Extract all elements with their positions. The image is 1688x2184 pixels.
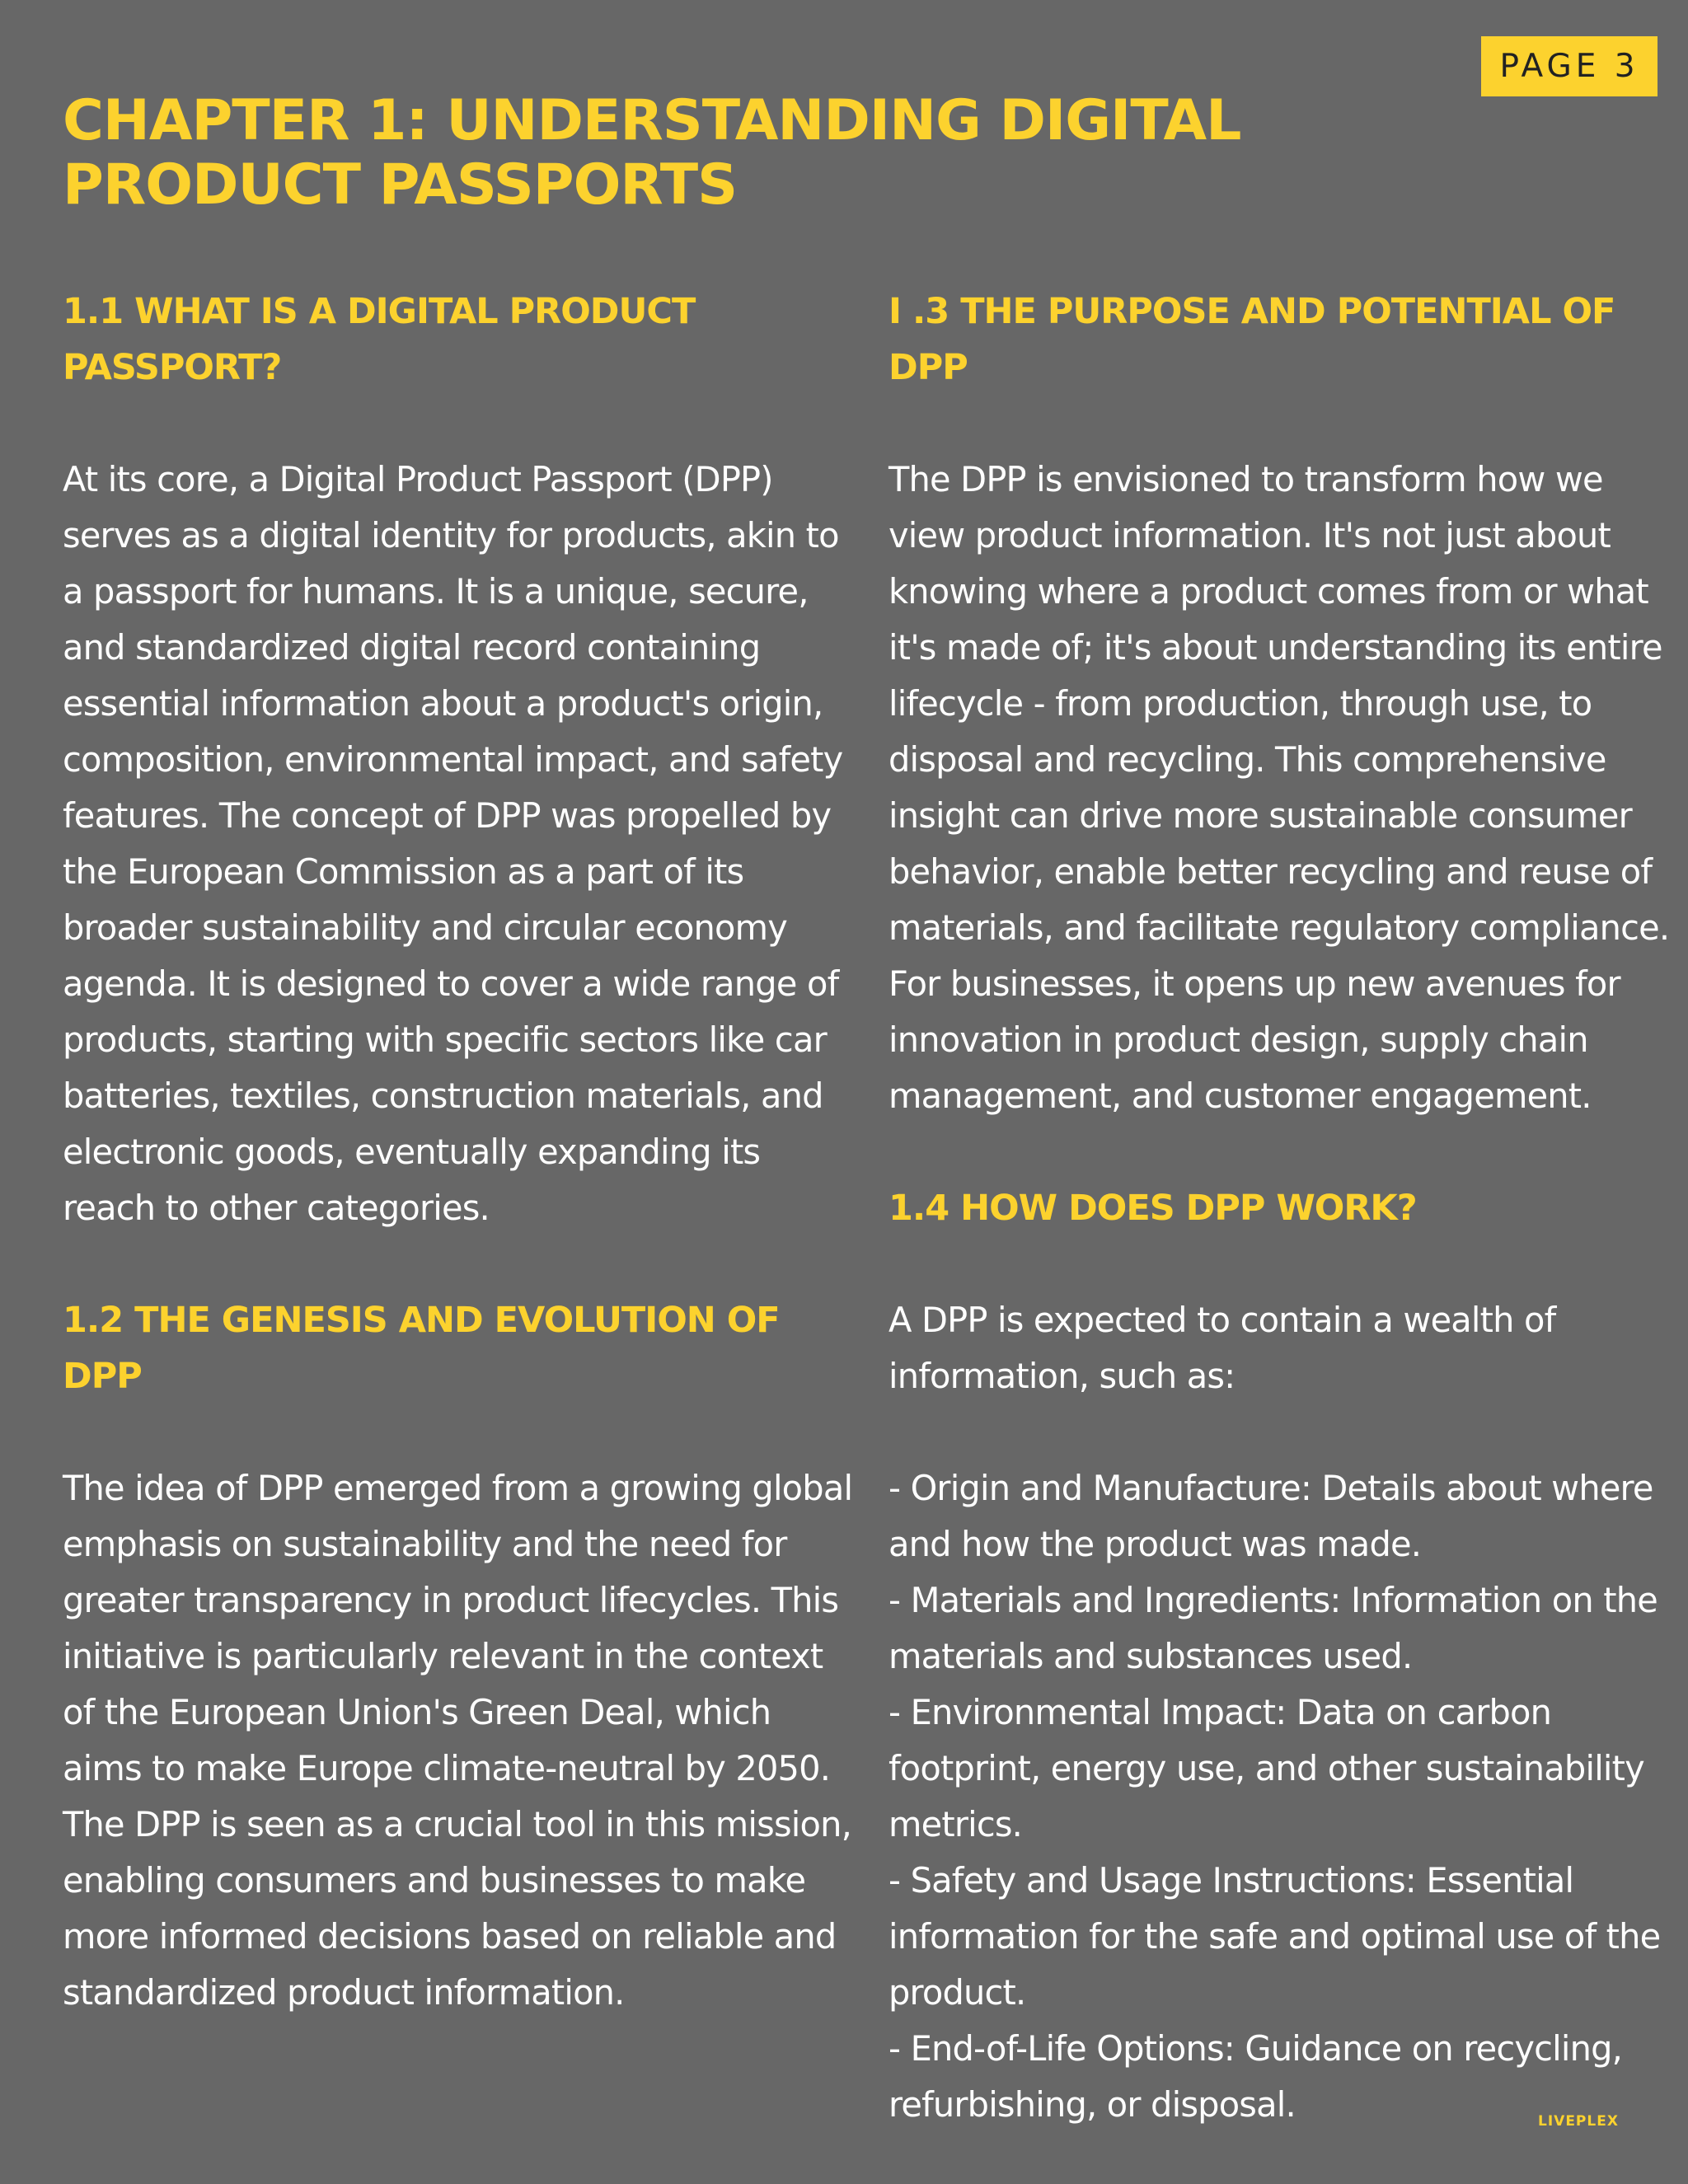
section-heading-1-4: 1.4 HOW DOES DPP WORK?	[889, 1188, 1417, 1229]
section-heading-1-2: 1.2 THE GENESIS AND EVOLUTION OF DPP	[63, 1300, 780, 1397]
chapter-title: CHAPTER 1: UNDERSTANDING DIGITAL PRODUCT PASSPORTS	[63, 88, 1241, 218]
dpp-info-list	[889, 1460, 1680, 2133]
section-body-1-2: The idea of DPP emerged from a growing global emphasis on sustainability and the need for greater transparency in product lifecycles. This initiative is particularly relevant in the context of the European Union's Green Deal, which aims to make Europe climate-neutral by 2050. The DPP is seen as a crucial tool in this mission, enabling consumers and businesses to make more informed decisions based on reliable and standardized product information.	[63, 1468, 853, 2013]
section-heading-1-3: I .3 THE PURPOSE AND POTENTIAL OF DPP	[889, 291, 1615, 388]
list-item: - Environmental Impact: Data on carbon footprint, energy use, and other sustainability metrics.	[889, 1692, 1644, 1844]
page-number-badge: PAGE 3	[1481, 36, 1658, 96]
section-heading-1-1: 1.1 WHAT IS A DIGITAL PRODUCT PASSPORT?	[63, 291, 696, 388]
section-body-1-1: At its core, a Digital Product Passport (DPP) serves as a digital identity for products, akin to a passport for humans. It is a unique, secure, and standardized digital record containing essential information about a product's origin, composition, environmental impact, and safety features. The concept of DPP was propelled by the European Commission as a part of its broader sustainability and circular economy agenda. It is designed to cover a wide range of products, starting with specific sectors like car batteries, textiles, construction materials, and electronic goods, eventually expanding its reach to other categories.	[63, 459, 843, 1228]
left-column	[63, 284, 854, 2021]
list-item: - Materials and Ingredients: Information on the materials and substances used.	[889, 1580, 1658, 1676]
section-intro-1-4: A DPP is expected to contain a wealth of information, such as:	[889, 1300, 1556, 1396]
right-column	[889, 284, 1680, 2133]
section-body-1-3: The DPP is envisioned to transform how we view product information. It's not just about knowing where a product comes from or what it's made of; it's about understanding its entire lifecycle - from production, through use, to disposal and recycling. This comprehensive insight can drive more sustainable consumer behavior, enable better recycling and reuse of materials, and facilitate regulatory compliance. For businesses, it opens up new avenues for innovation in product design, supply chain management, and customer engagement.	[889, 459, 1670, 1116]
list-item: - End-of-Life Options: Guidance on recycling, refurbishing, or disposal.	[889, 2028, 1623, 2125]
list-item: - Safety and Usage Instructions: Essential information for the safe and optimal use of the product.	[889, 1860, 1661, 2013]
liveplex-logo: LIVEPLEX	[1538, 2113, 1619, 2130]
list-item: - Origin and Manufacture: Details about where and how the product was made.	[889, 1468, 1653, 1564]
